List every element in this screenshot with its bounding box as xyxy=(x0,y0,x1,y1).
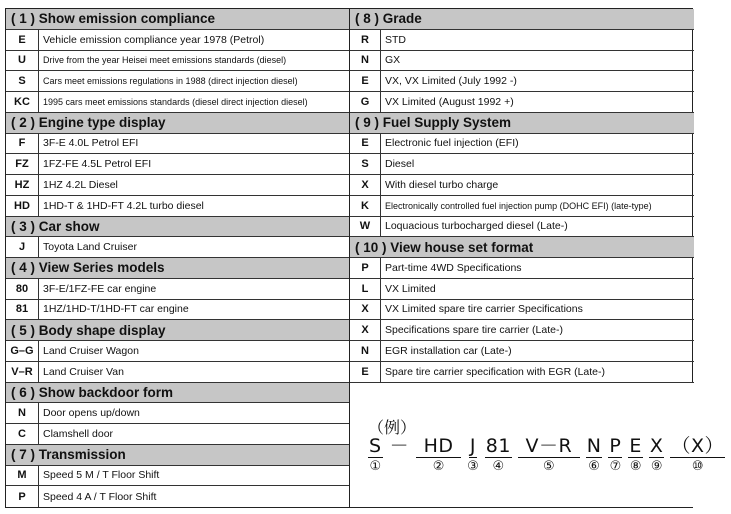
code-cell: R xyxy=(350,30,381,50)
section-header: ( 9 ) Fuel Supply System xyxy=(350,113,694,134)
code-cell: X xyxy=(350,175,381,195)
table-row xyxy=(6,237,349,258)
code-cell: E xyxy=(6,30,39,50)
table-row xyxy=(350,300,694,321)
table-row xyxy=(6,71,349,92)
code-cell: E xyxy=(350,134,381,154)
table-row xyxy=(6,154,349,175)
description-cell: VX Limited spare tire carrier Specifications xyxy=(385,303,583,316)
description-cell: 1HZ/1HD-T/1HD-FT car engine xyxy=(43,303,189,316)
description-cell: Drive from the year Heisei meet emissions standards (diesel) xyxy=(43,55,287,66)
example-segment-number: ⑧ xyxy=(629,458,642,474)
table-row xyxy=(6,30,349,51)
table-row xyxy=(6,486,349,507)
code-cell: E xyxy=(350,71,381,91)
code-cell: L xyxy=(350,279,381,299)
code-cell: FZ xyxy=(6,154,39,174)
table-row xyxy=(6,51,349,72)
description-cell: Land Cruiser Wagon xyxy=(43,344,139,357)
example-segment-number: ① xyxy=(369,458,382,474)
code-cell: J xyxy=(6,237,39,257)
description-cell: Door opens up/down xyxy=(43,407,140,420)
code-cell: W xyxy=(350,217,381,237)
code-cell: P xyxy=(6,486,39,507)
example-segment xyxy=(467,435,479,475)
code-cell: V–R xyxy=(6,362,39,382)
example-segment-number: ② xyxy=(432,458,445,474)
description-cell: Speed 4 A / T Floor Shift xyxy=(43,490,157,503)
example-segment-code: V－R xyxy=(518,434,579,457)
description-cell: GX xyxy=(385,54,401,67)
example-segment xyxy=(586,435,603,475)
code-cell: HD xyxy=(6,196,39,216)
table-row xyxy=(350,320,694,341)
description-cell: Land Cruiser Van xyxy=(43,365,124,378)
table-row xyxy=(350,175,694,196)
example-segment-code: J xyxy=(469,434,476,457)
example-segment xyxy=(416,435,461,475)
example-segment-code: N xyxy=(586,434,602,457)
code-cell: E xyxy=(350,362,381,382)
example-segment xyxy=(628,435,643,475)
example-segment xyxy=(368,435,383,475)
code-cell: N xyxy=(350,51,381,71)
table-row xyxy=(350,196,694,217)
table-row xyxy=(6,279,349,300)
example-segment-code: － xyxy=(389,434,410,457)
description-cell: 1995 cars meet emissions standards (diesel direct injection diesel) xyxy=(43,96,308,107)
description-cell: Part-time 4WD Specifications xyxy=(385,261,522,274)
table-row xyxy=(6,175,349,196)
description-cell: VX Limited (August 1992 +) xyxy=(385,95,514,108)
description-cell: 1HD-T & 1HD-FT 4.2L turbo diesel xyxy=(43,199,204,212)
section-header: ( 2 ) Engine type display xyxy=(6,113,349,134)
description-cell: Clamshell door xyxy=(43,427,114,440)
model-code-table xyxy=(5,8,724,508)
description-cell: Speed 5 M / T Floor Shift xyxy=(43,469,160,482)
table-row xyxy=(6,403,349,424)
example-code-line xyxy=(368,435,731,475)
right-column xyxy=(350,9,724,507)
table-row xyxy=(6,362,349,383)
section-header: ( 3 ) Car show xyxy=(6,217,349,238)
description-cell: Vehicle emission compliance year 1978 (Petrol) xyxy=(43,33,265,46)
left-column xyxy=(6,9,350,507)
code-cell: F xyxy=(6,134,39,154)
description-cell: 3F-E 4.0L Petrol EFI xyxy=(43,137,139,150)
code-cell: 80 xyxy=(6,279,39,299)
section-header: ( 10 ) View house set format xyxy=(350,237,694,258)
table-row xyxy=(350,258,694,279)
example-segment-number: ⑥ xyxy=(588,458,600,474)
description-cell: 1HZ 4.2L Diesel xyxy=(43,178,118,191)
example-segment-number: ⑤ xyxy=(542,458,555,474)
code-cell: X xyxy=(350,320,381,340)
code-cell: 81 xyxy=(6,300,39,320)
table-row xyxy=(6,300,349,321)
section-header: ( 5 ) Body shape display xyxy=(6,320,349,341)
example-segment-number: ⑨ xyxy=(650,458,663,474)
description-cell: EGR installation car (Late-) xyxy=(385,344,512,357)
description-cell: VX Limited xyxy=(385,282,436,295)
code-cell: X xyxy=(350,300,381,320)
example-segment-code: HD xyxy=(417,434,461,457)
example-segment xyxy=(485,435,512,475)
description-cell: Electronic fuel injection (EFI) xyxy=(385,137,519,150)
example-segment-number: ⑩ xyxy=(691,458,704,474)
example-segment-number: ⑦ xyxy=(609,458,622,474)
code-cell: C xyxy=(6,424,39,444)
example-segment-code: X xyxy=(649,434,664,457)
table-row xyxy=(350,362,694,383)
code-cell: P xyxy=(350,258,381,278)
section-header: ( 4 ) View Series models xyxy=(6,258,349,279)
example-label: （例） xyxy=(368,417,417,437)
example-segment-code: 81 xyxy=(485,434,511,457)
code-cell: HZ xyxy=(6,175,39,195)
example-segment xyxy=(649,435,665,475)
description-cell: STD xyxy=(385,33,406,46)
example-segment-code: E xyxy=(629,434,642,457)
table-row xyxy=(350,71,694,92)
code-cell: KC xyxy=(6,92,39,112)
table-row xyxy=(350,154,694,175)
description-cell: Cars meet emissions regulations in 1988 (direct injection diesel) xyxy=(43,76,298,87)
code-cell: U xyxy=(6,51,39,71)
example-segment xyxy=(389,435,411,458)
code-cell: K xyxy=(350,196,381,216)
table-row xyxy=(350,341,694,362)
example-segment-code: （X） xyxy=(671,434,724,457)
table-row xyxy=(6,134,349,155)
table-row xyxy=(6,341,349,362)
table-row xyxy=(6,92,349,113)
section-header: ( 8 ) Grade xyxy=(350,9,694,30)
example-segment xyxy=(670,435,725,475)
example-box xyxy=(350,383,724,508)
table-row xyxy=(350,217,694,238)
description-cell: 1FZ-FE 4.5L Petrol EFI xyxy=(43,158,152,171)
code-cell: N xyxy=(6,403,39,423)
description-cell: Toyota Land Cruiser xyxy=(43,241,137,254)
code-cell: N xyxy=(350,341,381,361)
code-cell: G–G xyxy=(6,341,39,361)
description-cell: 3F-E/1FZ-FE car engine xyxy=(43,282,157,295)
table-row xyxy=(6,466,349,487)
description-cell: With diesel turbo charge xyxy=(385,178,499,191)
example-segment-number: ③ xyxy=(467,458,479,474)
description-cell: VX, VX Limited (July 1992 -) xyxy=(385,75,517,88)
table-row xyxy=(350,30,694,51)
code-cell: M xyxy=(6,466,39,486)
table-row xyxy=(6,424,349,445)
example-segment-number: ④ xyxy=(492,458,505,474)
table-row xyxy=(6,196,349,217)
table-row xyxy=(350,279,694,300)
description-cell: Spare tire carrier specification with EGR (Late-) xyxy=(385,365,605,378)
description-cell: Loquacious turbocharged diesel (Late-) xyxy=(385,220,568,233)
code-cell: S xyxy=(350,154,381,174)
example-segment xyxy=(518,435,580,475)
section-header: ( 6 ) Show backdoor form xyxy=(6,383,349,404)
table-row xyxy=(350,134,694,155)
table-row xyxy=(350,51,694,72)
description-cell: Diesel xyxy=(385,158,415,171)
description-cell: Specifications spare tire carrier (Late-) xyxy=(385,324,563,337)
table-row xyxy=(350,92,694,113)
example-segment-code: P xyxy=(609,434,622,457)
section-header: ( 7 ) Transmission xyxy=(6,445,349,466)
example-segment xyxy=(608,435,622,475)
code-cell: G xyxy=(350,92,381,112)
example-segment-code: S xyxy=(369,434,382,457)
code-cell: S xyxy=(6,71,39,91)
section-header: ( 1 ) Show emission compliance xyxy=(6,9,349,30)
description-cell: Electronically controlled fuel injection pump (DOHC EFI) (late-type) xyxy=(385,200,652,211)
